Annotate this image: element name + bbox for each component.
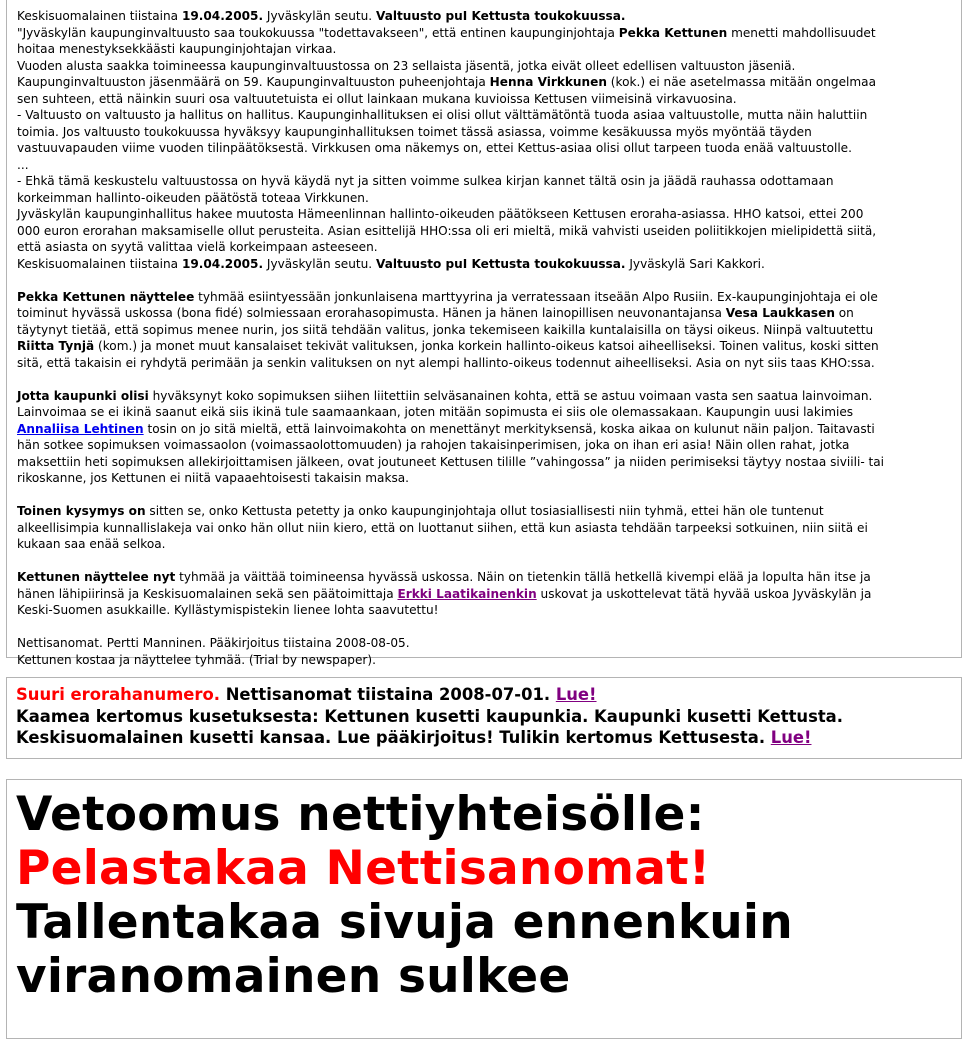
- article-text: (kom.) ja monet muut kansalaiset tekivät valituksen, jonka korkein hallinto-oikeus katsoi aiheelliseksi. Toinen valitus, koski sitten: [94, 339, 879, 353]
- article-line: [17, 322, 951, 339]
- article-line: [17, 124, 951, 141]
- article-line: [17, 421, 951, 438]
- article-paragraph-3: [17, 388, 951, 487]
- article-text: - Ehkä tämä keskustelu valtuustossa on hyvä käydä nyt ja sitten voimme sulkea kirjan kannet tältä osin ja jäädä rauhassa odottamaan: [17, 174, 834, 188]
- article-line: [17, 173, 951, 190]
- article-line: [17, 338, 951, 355]
- article-line: [17, 256, 951, 273]
- article-text: täytynyt tietää, että sopimus menee nurin, jos siitä tehdään valitus, jonka tekemiseen kaikilla kuntalaisilla on täysi oikeus. Niinpä valtuutettu: [17, 322, 874, 337]
- article-text: sitten se, onko Kettusta petetty ja onko kaupunginjohtaja ollut tosiasiallisesti niin tyhmä, ettei hän ole tuntenut: [145, 504, 824, 518]
- article-line: [17, 503, 951, 520]
- person-link[interactable]: Erkki Laatikainenkin: [397, 586, 537, 601]
- article-text: (kok.) ei näe asetelmassa mitään ongelmaa: [606, 75, 877, 89]
- article-text: rikoskanne, jos Kettunen ei niitä vapaaehtoisesti takaisin maksa.: [17, 471, 410, 485]
- article-line: [17, 437, 951, 454]
- article-line: [17, 91, 951, 108]
- article-line: [17, 107, 951, 124]
- promo-box: [6, 677, 962, 759]
- article-line: [17, 652, 951, 669]
- article-line: [17, 454, 951, 471]
- article-text: menetti mahdollisuudet: [727, 25, 876, 40]
- article-text: hyväksynyt koko sopimuksen siihen liitettiin selväsanainen kohta, että se astuu voimaan vasta sen saatua lainvoiman.: [148, 388, 873, 403]
- article-text: toimia. Jos valtuusto toukokuussa hyväksyy kaupunginhallituksen toimet tässä asiassa, voimme kesäkuussa myös myöntää täyden: [17, 124, 812, 139]
- article-text: tosin on jo sitä mieltä, että lainvoimakohta on menettänyt merkityksensä, koska aikaa on kulunut näin paljon. Taitavasti: [143, 421, 875, 436]
- read-link-2[interactable]: Lue!: [770, 728, 812, 747]
- article-line: [17, 223, 951, 240]
- bold-text: Vesa Laukkasen: [725, 306, 835, 320]
- appeal-line-3: Tallentakaa sivuja ennenkuin: [16, 895, 793, 950]
- article-text: hoitaa menestyksekkäästi kaupunginjohtajan virkaa.: [17, 42, 337, 56]
- article-text: Keskisuomalainen tiistaina: [17, 9, 182, 23]
- article-text: Vuoden alusta saakka toimineessa kaupunginvaltuustossa on 23 sellaista jäsentä, jotka eivät olleet edellisen valtuuston jäseniä.: [17, 58, 796, 73]
- article-text: hän sotkee sopimuksen voimassaolon (voimassaolottomuuden) ja rahojen takaisinperimisen, joka on ihan eri asia! Näin ollen rahat, jotka: [17, 438, 850, 452]
- article-text: Kettunen kostaa ja näyttelee tyhmää. (Trial by newspaper).: [17, 652, 376, 667]
- article-text: "Jyväskylän kaupunginvaltuusto saa toukokuussa "todettavakseen", että entinen kaupunginjohtaja: [17, 25, 619, 40]
- article-text: ...: [17, 157, 29, 172]
- appeal-line-1: Vetoomus nettiyhteisölle:: [16, 787, 705, 842]
- appeal-line-2: Pelastakaa Nettisanomat!: [16, 841, 711, 896]
- article-line: [17, 58, 951, 75]
- article-text: Jyväskylän kaupunginhallitus hakee muutosta Hämeenlinnan hallinto-oikeuden päätökseen Kettusen eroraha-asiassa. HHO katsoi, ettei 200: [17, 207, 864, 221]
- article-text: Jyväskylän seutu.: [263, 9, 376, 23]
- read-link-1[interactable]: Lue!: [555, 685, 597, 704]
- person-link[interactable]: Annaliisa Lehtinen: [17, 421, 144, 436]
- article-line: [17, 520, 951, 537]
- bold-text: Valtuusto puI Kettusta toukokuussa.: [376, 9, 626, 23]
- article-text: kukaan saa enää selkoa.: [17, 537, 166, 551]
- promo-line-3-text: Keskisuomalainen kusetti kansaa. Lue pääkirjoitus! Tulikin kertomus Kettusesta.: [16, 728, 771, 747]
- promo-line-3: [16, 727, 952, 749]
- article-text: 000 euron erorahan maksamiselle ollut perusteita. Asian esittelijä HHO:ssa oli eri mieltä, mikä vahvisti useiden poliitikkojen mielipidettä siitä,: [17, 223, 877, 238]
- bold-text: Toinen kysymys on: [17, 504, 146, 518]
- article-line: [17, 289, 951, 306]
- bold-text: Henna Virkkunen: [489, 75, 607, 89]
- article-line: [17, 190, 951, 207]
- article-text: on: [834, 306, 854, 320]
- bold-text: Pekka Kettunen näyttelee: [17, 289, 195, 304]
- article-text: tyhmää esiintyessään jonkunlaisena marttyyrina ja verratessaan itseään Alpo Rusiin. Ex-kaupunginjohtaja ei ole: [194, 289, 878, 304]
- appeal-box: [6, 779, 962, 1039]
- article-paragraph-2: [17, 289, 951, 372]
- article-line: [17, 635, 951, 652]
- article-paragraph-5: [17, 569, 951, 619]
- article-line: [17, 388, 951, 405]
- article-text: että asiasta on syytä valittaa vielä korkeimpaan asteeseen.: [17, 240, 378, 254]
- article-line: [17, 355, 951, 372]
- article-text: toiminut hyvässä uskossa (bona fidé) solmiessaan erorahasopimusta. Hänen ja hänen lainopillisen neuvonantajansa: [17, 306, 726, 320]
- article-line: [17, 602, 951, 619]
- article-text: Jyväskylän seutu.: [263, 256, 376, 271]
- article-line: [17, 470, 951, 487]
- article-text: - Valtuusto on valtuusto ja hallitus on hallitus. Kaupunginhallituksen ei olisi ollut välttämätöntä tuoda asiaa valtuustolle, mutta näin haluttiin: [17, 108, 868, 122]
- article-text: vastuuvapauden viime vuoden tilinpäätöksestä. Virkkusen oma näkemys on, ettei Kettus-asiaa olisi ollut tarpeen tuoda enää valtuustolle.: [17, 141, 852, 155]
- promo-line-1: [16, 684, 952, 706]
- article-paragraph-4: [17, 503, 951, 553]
- article-line: [17, 8, 951, 25]
- article-text: Keski-Suomen asukkaille. Kyllästymispistekin lienee lohta saavutettu!: [17, 603, 439, 617]
- article-line: [17, 586, 951, 603]
- bold-text: 19.04.2005.: [181, 256, 264, 271]
- article-text: Keskisuomalainen tiistaina: [17, 256, 182, 271]
- article-text: hänen lähipiirinsä ja Keskisuomalainen sekä sen päätoimittaja: [17, 586, 398, 601]
- article-line: [17, 25, 951, 42]
- promo-line-1-text: Nettisanomat tiistaina 2008-07-01.: [220, 685, 556, 704]
- article-text: sitä, että takaisin ei ryhdytä perimään ja senkin valituksen on nyt alempi hallinto-oikeus todennut aiheelliseksi. Asia on nyt siis taas KHO:ssa.: [17, 355, 875, 370]
- bold-text: 19.04.2005.: [181, 9, 264, 23]
- bold-text: Jotta kaupunki olisi: [17, 388, 149, 403]
- article-line: [17, 41, 951, 58]
- article-text: tyhmää ja väittää toimineensa hyvässä uskossa. Näin on tietenkin tällä hetkellä kivempi elää ja lopulta hän itse ja: [175, 570, 871, 584]
- promo-red-label: Suuri erorahanumero.: [16, 685, 220, 704]
- appeal-line-4: viranomainen sulkee: [16, 949, 571, 1004]
- article-text: uskovat ja uskottelevat tätä hyvää uskoa Jyväskylän ja: [536, 586, 872, 601]
- article-text: alkeellisimpia kunnallislakeja vai onko hän ollut niin kiero, että on luottanut siihen, että kun asiasta tehdään tarpeeksi sotkuinen, niin siitä ei: [17, 520, 868, 535]
- bold-text: Riitta Tynjä: [17, 339, 95, 353]
- article-signature: [17, 635, 951, 668]
- article-text: sen suhteen, että näinkin suuri osa valtuutetuista ei ollut lainkaan mukana kuvioissa Kettusen viimeisinä virkavuosina.: [17, 91, 737, 106]
- article-paragraph-1: [17, 8, 951, 272]
- article-line: [17, 404, 951, 421]
- article-text: Kaupunginvaltuuston jäsenmäärä on 59. Kaupunginvaltuuston puheenjohtaja: [17, 75, 490, 89]
- article-line: [17, 569, 951, 586]
- article-text: Jyväskylä Sari Kakkori.: [625, 256, 765, 271]
- article-text: Nettisanomat. Pertti Manninen. Pääkirjoitus tiistaina 2008-08-05.: [17, 636, 410, 650]
- article-line: [17, 140, 951, 157]
- article-text: korkeimman hallinto-oikeuden päätöstä toteaa Virkkunen.: [17, 190, 369, 205]
- bold-text: Kettunen näyttelee nyt: [17, 570, 176, 584]
- promo-line-2: Kaamea kertomus kusetuksesta: Kettunen kusetti kaupunkia. Kaupunki kusetti Kettusta.: [16, 706, 843, 726]
- article-line: [17, 239, 951, 256]
- bold-text: Pekka Kettunen: [618, 25, 728, 40]
- article-line: [17, 206, 951, 223]
- article-line: [17, 157, 951, 174]
- article-text: maksettiin heti sopimuksen allekirjoittamisen jälkeen, ovat joutuneet Kettusen tilille ”vahingossa” ja niiden perimiseksi täytyy nostaa siviili- tai: [17, 454, 885, 469]
- article-line: [17, 305, 951, 322]
- article-box: [6, 0, 962, 667]
- article-text: Lainvoimaa se ei ikinä saanut eikä siis ikinä tule saamaankaan, joten mitään sopimusta ei siis ole olemassakaan. Kaupungin uusi lakimies: [17, 405, 854, 419]
- bold-text: Valtuusto puI Kettusta toukokuussa.: [376, 256, 626, 271]
- article-line: [17, 536, 951, 553]
- article-line: [17, 74, 951, 91]
